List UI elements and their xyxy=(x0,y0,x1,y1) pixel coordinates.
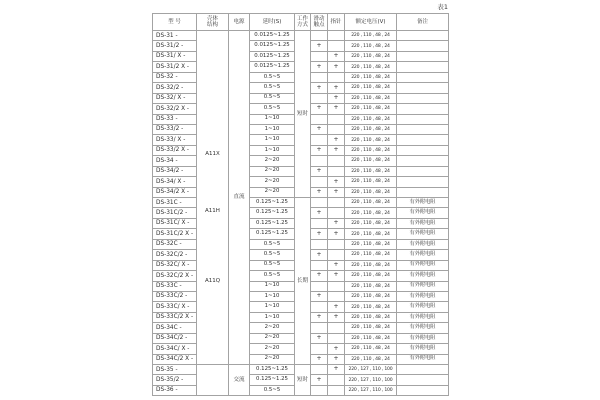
delay-cell: 1~10 xyxy=(250,114,295,124)
slide-contact-mark xyxy=(311,260,328,270)
remark-cell: 有外附电阻 xyxy=(397,250,449,260)
remark-cell: 有外附电阻 xyxy=(397,208,449,218)
voltage-cell: 220 , 110 , 48 , 24 xyxy=(345,41,397,51)
model-cell: DS-36 - xyxy=(153,385,197,395)
voltage-cell: 220 , 110 , 48 , 24 xyxy=(345,93,397,103)
model-cell: DS-31C - xyxy=(153,198,197,208)
delay-cell: 0.125~1.25 xyxy=(250,375,295,385)
slide-contact-mark: + xyxy=(311,250,328,260)
remark-cell xyxy=(397,31,449,41)
model-cell: DS-32/2 - xyxy=(153,83,197,93)
slide-contact-mark: + xyxy=(311,229,328,239)
delay-cell: 0.5~5 xyxy=(250,239,295,249)
delay-cell: 2~20 xyxy=(250,156,295,166)
slide-contact-mark: + xyxy=(311,208,328,218)
voltage-cell: 220 , 110 , 48 , 24 xyxy=(345,83,397,93)
remark-cell: 有外附电阻 xyxy=(397,218,449,228)
remark-cell: 有外附电阻 xyxy=(397,312,449,322)
slide-contact-mark: + xyxy=(311,354,328,364)
model-cell: DS-32 - xyxy=(153,72,197,82)
pointer-mark xyxy=(328,291,345,301)
pointer-mark xyxy=(328,41,345,51)
column-header-remark: 备注 xyxy=(397,14,449,31)
voltage-cell: 220 , 110 , 48 , 24 xyxy=(345,218,397,228)
model-cell: DS-34C - xyxy=(153,323,197,333)
remark-cell xyxy=(397,93,449,103)
delay-cell: 0.5~5 xyxy=(250,385,295,395)
delay-cell: 2~20 xyxy=(250,187,295,197)
shell-structure-cell xyxy=(197,31,229,365)
remark-cell: 有外附电阻 xyxy=(397,281,449,291)
voltage-cell: 220 , 110 , 48 , 24 xyxy=(345,145,397,155)
remark-cell xyxy=(397,187,449,197)
model-cell: DS-31C/ X - xyxy=(153,218,197,228)
model-cell: DS-33C/2 X - xyxy=(153,312,197,322)
pointer-mark: + xyxy=(328,93,345,103)
voltage-cell: 220 , 110 , 48 , 24 xyxy=(345,302,397,312)
pointer-mark: + xyxy=(328,271,345,281)
header-line: 滑动 xyxy=(313,15,325,22)
slide-contact-mark: + xyxy=(311,375,328,385)
remark-cell: 有外附电阻 xyxy=(397,344,449,354)
remark-cell: 有外附电阻 xyxy=(397,323,449,333)
header-line: 结构 xyxy=(206,22,218,28)
voltage-cell: 220 , 110 , 48 , 24 xyxy=(345,166,397,176)
table-row xyxy=(153,365,449,375)
model-cell: DS-31C/2 - xyxy=(153,208,197,218)
pointer-mark: + xyxy=(328,218,345,228)
slide-contact-mark xyxy=(311,302,328,312)
remark-cell: 有外附电阻 xyxy=(397,198,449,208)
delay-cell: 0.0125~1.25 xyxy=(250,31,295,41)
pointer-mark: + xyxy=(328,354,345,364)
pointer-mark: + xyxy=(328,260,345,270)
pointer-mark: + xyxy=(328,177,345,187)
voltage-cell: 220 , 110 , 48 , 24 xyxy=(345,260,397,270)
remark-cell: 有外附电阻 xyxy=(397,239,449,249)
pointer-mark xyxy=(328,208,345,218)
remark-cell xyxy=(397,83,449,93)
pointer-mark: + xyxy=(328,135,345,145)
header-line: 方式 xyxy=(296,22,308,28)
power-cell: 直流 xyxy=(229,31,250,365)
slide-contact-mark: + xyxy=(311,291,328,301)
voltage-cell: 220 , 127 , 110 , 100 xyxy=(345,375,397,385)
delay-cell: 0.5~5 xyxy=(250,271,295,281)
delay-cell: 1~10 xyxy=(250,312,295,322)
slide-contact-mark xyxy=(311,385,328,395)
delay-cell: 0.5~5 xyxy=(250,93,295,103)
voltage-cell: 220 , 110 , 48 , 24 xyxy=(345,135,397,145)
header-line: 工作 xyxy=(296,15,308,22)
slide-contact-mark: + xyxy=(311,187,328,197)
header-line: 壳体 xyxy=(206,15,218,22)
delay-cell: 0.5~5 xyxy=(250,72,295,82)
work-mode-cell: 短时 xyxy=(295,31,311,198)
delay-cell: 0.125~1.25 xyxy=(250,365,295,375)
remark-cell xyxy=(397,135,449,145)
voltage-cell: 220 , 110 , 48 , 24 xyxy=(345,62,397,72)
pointer-mark xyxy=(328,114,345,124)
delay-cell: 0.5~5 xyxy=(250,260,295,270)
voltage-cell: 220 , 110 , 48 , 24 xyxy=(345,333,397,343)
pointer-mark: + xyxy=(328,229,345,239)
voltage-cell: 220 , 110 , 48 , 24 xyxy=(345,72,397,82)
pointer-mark xyxy=(328,156,345,166)
header-row xyxy=(153,14,449,31)
pointer-mark xyxy=(328,31,345,41)
delay-cell: 0.125~1.25 xyxy=(250,229,295,239)
delay-cell: 0.5~5 xyxy=(250,104,295,114)
model-cell: DS-31/2 - xyxy=(153,41,197,51)
pointer-mark xyxy=(328,385,345,395)
pointer-mark xyxy=(328,124,345,134)
column-header-power: 电源 xyxy=(229,14,250,31)
slide-contact-mark xyxy=(311,93,328,103)
pointer-mark: + xyxy=(328,312,345,322)
shell-structure-cell xyxy=(197,365,229,396)
delay-cell: 2~20 xyxy=(250,333,295,343)
voltage-cell: 220 , 110 , 48 , 24 xyxy=(345,124,397,134)
work-mode-cell: 短时 xyxy=(295,365,311,396)
remark-cell: 有外附电阻 xyxy=(397,260,449,270)
remark-cell xyxy=(397,104,449,114)
pointer-mark: + xyxy=(328,62,345,72)
voltage-cell: 220 , 110 , 48 , 24 xyxy=(345,354,397,364)
remark-cell xyxy=(397,145,449,155)
voltage-cell: 220 , 110 , 48 , 24 xyxy=(345,31,397,41)
voltage-cell: 220 , 110 , 48 , 24 xyxy=(345,271,397,281)
slide-contact-mark xyxy=(311,51,328,61)
delay-cell: 0.125~1.25 xyxy=(250,208,295,218)
model-cell: DS-34C/2 - xyxy=(153,333,197,343)
voltage-cell: 220 , 110 , 48 , 24 xyxy=(345,344,397,354)
model-cell: DS-32/ X - xyxy=(153,93,197,103)
delay-cell: 0.125~1.25 xyxy=(250,218,295,228)
delay-cell: 0.5~5 xyxy=(250,83,295,93)
model-cell: DS-31 - xyxy=(153,31,197,41)
power-cell: 交流 xyxy=(229,365,250,396)
table-number-label: 表1 xyxy=(437,3,448,11)
pointer-mark xyxy=(328,198,345,208)
remark-cell xyxy=(397,72,449,82)
model-cell: DS-33/ X - xyxy=(153,135,197,145)
voltage-cell: 220 , 110 , 48 , 24 xyxy=(345,281,397,291)
remark-cell xyxy=(397,124,449,134)
model-cell: DS-34/2 X - xyxy=(153,187,197,197)
model-cell: DS-32C/ X - xyxy=(153,260,197,270)
pointer-mark: + xyxy=(328,51,345,61)
voltage-cell: 220 , 110 , 48 , 24 xyxy=(345,114,397,124)
column-header-work xyxy=(295,14,311,31)
delay-cell: 0.0125~1.25 xyxy=(250,41,295,51)
pointer-mark xyxy=(328,72,345,82)
slide-contact-mark xyxy=(311,31,328,41)
voltage-cell: 220 , 110 , 48 , 24 xyxy=(345,229,397,239)
slide-contact-mark: + xyxy=(311,62,328,72)
model-cell: DS-33C/ X - xyxy=(153,302,197,312)
pointer-mark: + xyxy=(328,365,345,375)
delay-cell: 1~10 xyxy=(250,302,295,312)
model-cell: DS-33C - xyxy=(153,281,197,291)
slide-contact-mark xyxy=(311,114,328,124)
model-cell: DS-34/ X - xyxy=(153,177,197,187)
slide-contact-mark: + xyxy=(311,145,328,155)
model-cell: DS-33/2 - xyxy=(153,124,197,134)
pointer-mark: + xyxy=(328,104,345,114)
slide-contact-mark xyxy=(311,135,328,145)
voltage-cell: 220 , 110 , 48 , 24 xyxy=(345,323,397,333)
remark-cell: 有外附电阻 xyxy=(397,271,449,281)
slide-contact-mark: + xyxy=(311,41,328,51)
slide-contact-mark: + xyxy=(311,312,328,322)
slide-contact-mark: + xyxy=(311,104,328,114)
remark-cell: 有外附电阻 xyxy=(397,333,449,343)
model-cell: DS-34 - xyxy=(153,156,197,166)
delay-cell: 0.125~1.25 xyxy=(250,198,295,208)
voltage-cell: 220 , 110 , 48 , 24 xyxy=(345,198,397,208)
delay-cell: 2~20 xyxy=(250,344,295,354)
slide-contact-mark xyxy=(311,177,328,187)
delay-cell: 1~10 xyxy=(250,145,295,155)
voltage-cell: 220 , 110 , 48 , 24 xyxy=(345,104,397,114)
slide-contact-mark xyxy=(311,365,328,375)
column-header-slide xyxy=(311,14,328,31)
delay-cell: 0.0125~1.25 xyxy=(250,62,295,72)
voltage-cell: 220 , 110 , 48 , 24 xyxy=(345,187,397,197)
model-cell: DS-32C/2 X - xyxy=(153,271,197,281)
remark-cell xyxy=(397,114,449,124)
remark-cell xyxy=(397,156,449,166)
pointer-mark: + xyxy=(328,83,345,93)
model-cell: DS-31/2 X - xyxy=(153,62,197,72)
shell-structure-label: A11Q xyxy=(204,277,221,284)
model-cell: DS-31C/2 X - xyxy=(153,229,197,239)
column-header-model: 型 号 xyxy=(153,14,197,31)
voltage-cell: 220 , 110 , 48 , 24 xyxy=(345,250,397,260)
voltage-cell: 220 , 110 , 48 , 24 xyxy=(345,312,397,322)
remark-cell: 有外附电阻 xyxy=(397,354,449,364)
slide-contact-mark xyxy=(311,323,328,333)
voltage-cell: 220 , 127 , 110 , 100 xyxy=(345,385,397,395)
model-cell: DS-32C - xyxy=(153,239,197,249)
delay-cell: 1~10 xyxy=(250,135,295,145)
slide-contact-mark xyxy=(311,218,328,228)
header-line: 触点 xyxy=(313,22,325,28)
delay-cell: 2~20 xyxy=(250,177,295,187)
pointer-mark xyxy=(328,323,345,333)
slide-contact-mark xyxy=(311,239,328,249)
delay-cell: 1~10 xyxy=(250,291,295,301)
delay-cell: 2~20 xyxy=(250,323,295,333)
slide-contact-mark: + xyxy=(311,166,328,176)
remark-cell xyxy=(397,365,449,375)
slide-contact-mark: + xyxy=(311,333,328,343)
voltage-cell: 220 , 110 , 48 , 24 xyxy=(345,51,397,61)
pointer-mark: + xyxy=(328,145,345,155)
pointer-mark xyxy=(328,375,345,385)
remark-cell xyxy=(397,41,449,51)
model-cell: DS-35/2 - xyxy=(153,375,197,385)
voltage-cell: 220 , 110 , 48 , 24 xyxy=(345,208,397,218)
slide-contact-mark: + xyxy=(311,271,328,281)
column-header-delay: 延时(S) xyxy=(250,14,295,31)
model-cell: DS-33/2 X - xyxy=(153,145,197,155)
delay-cell: 1~10 xyxy=(250,124,295,134)
column-header-shell xyxy=(197,14,229,31)
pointer-mark xyxy=(328,239,345,249)
model-cell: DS-34C/ X - xyxy=(153,344,197,354)
pointer-mark xyxy=(328,281,345,291)
model-cell: DS-35 - xyxy=(153,365,197,375)
pointer-mark xyxy=(328,166,345,176)
slide-contact-mark xyxy=(311,198,328,208)
slide-contact-mark: + xyxy=(311,83,328,93)
pointer-mark: + xyxy=(328,302,345,312)
slide-contact-mark xyxy=(311,281,328,291)
remark-cell xyxy=(397,375,449,385)
pointer-mark: + xyxy=(328,187,345,197)
voltage-cell: 220 , 110 , 48 , 24 xyxy=(345,291,397,301)
table-row xyxy=(153,31,449,41)
remark-cell: 有外附电阻 xyxy=(397,291,449,301)
shell-structure-label: A11H xyxy=(205,207,220,214)
model-cell: DS-34C/2 X - xyxy=(153,354,197,364)
voltage-cell: 220 , 110 , 48 , 24 xyxy=(345,239,397,249)
remark-cell xyxy=(397,166,449,176)
model-cell: DS-31/ X - xyxy=(153,51,197,61)
model-cell: DS-34/2 - xyxy=(153,166,197,176)
voltage-cell: 220 , 127 , 110 , 100 xyxy=(345,365,397,375)
slide-contact-mark: + xyxy=(311,124,328,134)
remark-cell xyxy=(397,51,449,61)
pointer-mark: + xyxy=(328,344,345,354)
pointer-mark xyxy=(328,333,345,343)
model-cell: DS-32/2 X - xyxy=(153,104,197,114)
slide-contact-mark xyxy=(311,156,328,166)
slide-contact-mark xyxy=(311,344,328,354)
delay-cell: 2~20 xyxy=(250,354,295,364)
voltage-cell: 220 , 110 , 48 , 24 xyxy=(345,177,397,187)
relay-spec-table xyxy=(152,13,449,396)
remark-cell xyxy=(397,385,449,395)
remark-cell xyxy=(397,62,449,72)
shell-structure-label: A11X xyxy=(205,151,220,158)
remark-cell: 有外附电阻 xyxy=(397,302,449,312)
model-cell: DS-33C/2 - xyxy=(153,291,197,301)
column-header-pointer: 指针 xyxy=(328,14,345,31)
pointer-mark xyxy=(328,250,345,260)
model-cell: DS-33 - xyxy=(153,114,197,124)
slide-contact-mark xyxy=(311,72,328,82)
delay-cell: 1~10 xyxy=(250,281,295,291)
delay-cell: 2~20 xyxy=(250,166,295,176)
work-mode-cell: 长期 xyxy=(295,198,311,365)
remark-cell: 有外附电阻 xyxy=(397,229,449,239)
column-header-voltage: 额定电压(V) xyxy=(345,14,397,31)
model-cell: DS-32C/2 - xyxy=(153,250,197,260)
delay-cell: 0.5~5 xyxy=(250,250,295,260)
voltage-cell: 220 , 110 , 48 , 24 xyxy=(345,156,397,166)
delay-cell: 0.0125~1.25 xyxy=(250,51,295,61)
remark-cell xyxy=(397,177,449,187)
